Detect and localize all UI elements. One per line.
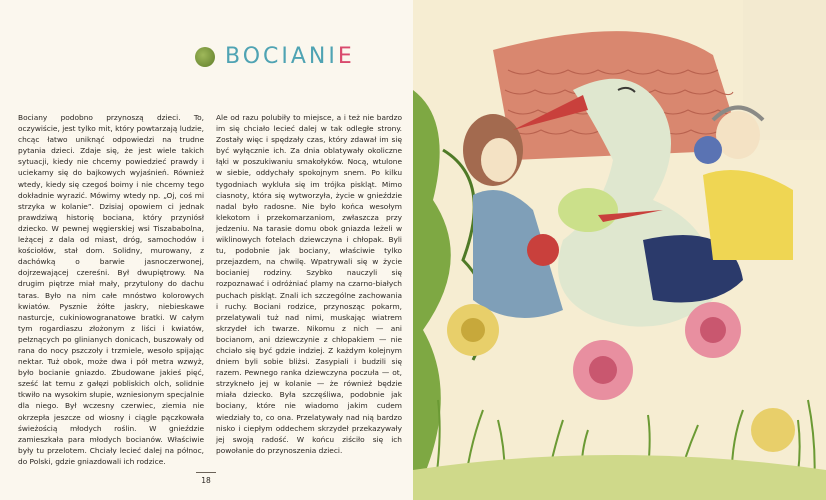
folio-rule	[196, 472, 216, 473]
illustration-page	[413, 0, 826, 500]
chick-body	[558, 188, 618, 232]
text-column-1	[18, 112, 204, 467]
girl-face	[481, 138, 517, 182]
yellow-flower-2	[751, 408, 795, 452]
boy-shirt	[703, 170, 793, 260]
chapter-heading	[195, 44, 355, 69]
boy-face	[716, 111, 760, 159]
green-dot-icon	[195, 47, 215, 67]
column-2-paragraph: Ale od razu polubiły to miejsce, a i też nie bardzo im się chciało lecieć dalej w tak odległe strony. Zostały więc i spędzały czas, który zdawał im się być wyłącznie ich. Za dnia oblatywały okoliczne łąki w poszukiwaniu smakołyków. Nocą, wtulone w siebie, oddychały spokojnym snem. Po kilku tygodniach wykluła się im trójka piskląt. Mimo ciasnoty, która się wytworzyła, życie w gnieździe nadal było radosne. Nie było końca wesołym klekotom i przekomarzaniom, zwłaszcza przy jedzeniu. Na tarasie domu obok gniazda leżeli w wiklinowych fotelach dziewczyna i chłopak. Byli tu, podobnie jak bociany, właściwie tylko przejazdem, na chwilę. Wpatrywali się w życie bocianiej rodziny. Szybko nauczyli się rozpoznawać i odróżniać plamy na czarno-białych puchach piskląt. Znali ich szczególne zachowania i ruchy. Bociani rodzice, przynosząc pokarm, przelatywali tuż nad nimi, muskając wiatrem skrzydeł ich twarze. Nikomu z nich — ani bocianom, ani dziewczynie z chłopakiem — nie chciało się być gdzie indziej. Z każdym kolejnym dniem byli sobie bliżsi. Zasypiali i budzili się razem. Pewnego ranka dziewczyna poczuła — ot, strzykneło jej w kolanie — że również będzie miała dziecko. Była szczęśliwa, podobnie jak bociany, które nie wiadomo jakim cudem wiedziały to, co ona. Przelatywały nad nią bardzo nisko i ciepłym oddechem skrzydeł przekazywały jej swoją radość. W końcu ziściło się ich powołanie do przynoszenia dzieci.	[216, 113, 402, 455]
page-number: 18	[201, 476, 211, 485]
chapter-title: BOCIANIE	[225, 44, 355, 69]
blue-flower	[694, 136, 722, 164]
column-1-paragraph: Bociany podobno przynoszą dzieci. To, oczywiście, jest tylko mit, który powtarzają ludzie, chcąc łatwo uniknąć odpowiedzi na trudne pytania dzieci. Zdaje się, że jest wiele takich sytuacji, kiedy nie chcemy powiedzieć prawdy i uciekamy się do bajkowych wyjaśnień. Również wtedy, kiedy się czegoś boimy i nie chcemy tego dokładnie wyrazić. Mówimy wtedy np. „Oj, coś mi strzyka w kolanie”. Dzisiaj opowiem ci jednak prawdziwą historię bociana, który przyniósł dziecko. W pewnej węgierskiej wsi Tiszababolna, leżącej z dala od miast, dróg, samochodów i kościołów, stał dom. Solidny, murowany, z dachówką o barwie jasnoczerwonej, dojrzewającej czereśni. Był dwupiętrowy. Na drugim piętrze miał mały, przytulony do dachu taras. Było na nim całe mnóstwo kolorowych kwiatów. Pyszniе żółte jaskry, niebieskawe nasturcje, cukiniowogranatowe bratki. W całym tym rogardiaszu złożonym z liści i kwiatów, pełznących po glinianych donicach, buszowały od rana do nocy pszczoły i trzmiele, wesoło spijając nektar. Tuż obok, może dwa i pół metra wzwyż, było bocianie gniazdo. Zbudowane jakieś pięć, sześć lat temu z gałęzi pobliskich olch, solidnie tkwiło na wysokim słupie, wzniesionym specjalnie dla niego. Był wczesny czerwiec, ziemia nie okrzepła jeszcze od wiosny i ciągle pączkowała świeżością młodych roślin. W gnieździe zamieszkała para młodych bocianów. Właściwie byłу tu przelotem. Chciały lecieć dalej na północ, do Polski, gdzie gniazdowali ich rodzice.	[18, 113, 204, 466]
text-column-2	[216, 112, 402, 456]
sky-area	[743, 0, 826, 140]
red-tulip	[527, 234, 559, 266]
stork-illustration	[413, 0, 826, 500]
